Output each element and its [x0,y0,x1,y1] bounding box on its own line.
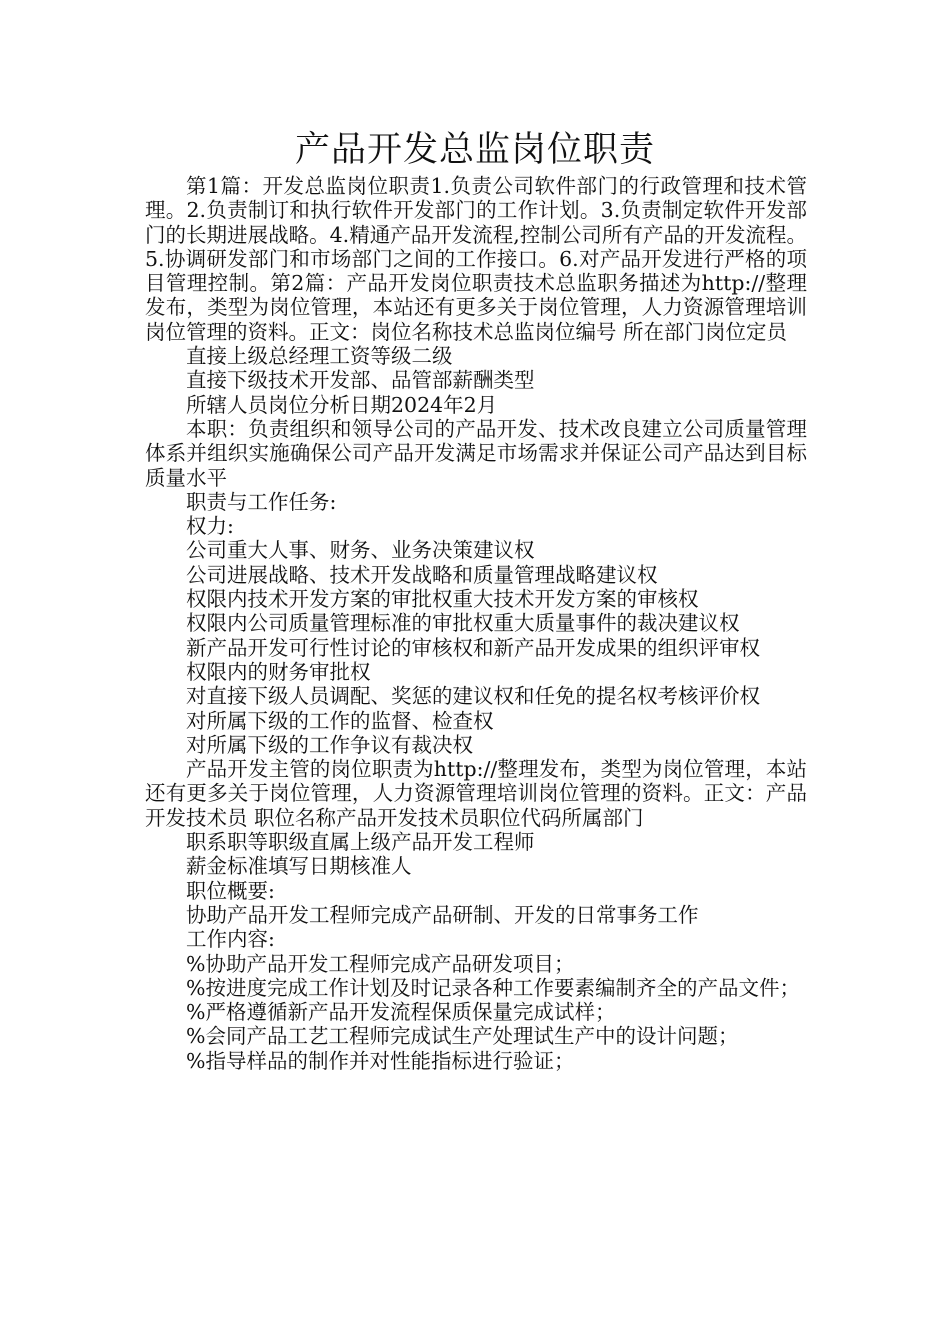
paragraph-27: %指导样品的制作并对性能指标进行验证； [186,1048,575,1073]
paragraph-24: %按进度完成工作计划及时记录各种工作要素编制齐全的产品文件； [186,975,800,1000]
paragraph-13: 权限内的财务审批权 [186,659,371,684]
paragraph-2: 直接上级总经理工资等级二级 [186,344,453,369]
paragraph-3: 直接下级技术开发部、品管部薪酬类型 [186,368,535,393]
paragraph-20: 职位概要: [186,878,275,903]
paragraph-9: 公司进展战略、技术开发战略和质量管理战略建议权 [186,562,658,587]
paragraph-8: 公司重大人事、财务、业务决策建议权 [186,538,535,563]
paragraph-10: 权限内技术开发方案的审批权重大技术开发方案的审核权 [186,587,699,612]
document-title: 产品开发总监岗位职责 [294,130,655,170]
paragraph-21: 协助产品开发工程师完成产品研制、开发的日常事务工作 [186,902,699,927]
paragraph-22: 工作内容: [186,927,275,952]
paragraph-18: 职系职等职级直属上级产品开发工程师 [186,830,535,855]
paragraph-25: %严格遵循新产品开发流程保质保量完成试样； [186,1000,616,1025]
paragraph-23: %协助产品开发工程师完成产品研发项目； [186,951,575,976]
paragraph-4: 所辖人员岗位分析日期2024年2月 [186,392,498,417]
paragraph-11: 权限内公司质量管理标准的审批权重大质量事件的裁决建议权 [186,611,740,636]
paragraph-26: %会同产品工艺工程师完成试生产处理试生产中的设计问题； [186,1024,739,1049]
paragraph-14: 对直接下级人员调配、奖惩的建议权和任免的提名权考核评价权 [186,684,760,709]
paragraph-5: 本职：负责组织和领导公司的产品开发、技术改良建立公司质量管理体系并组织实施确保公司产品开发满足市场需求并保证公司产品达到目标质量水平 [145,416,807,490]
paragraph-12: 新产品开发可行性讨论的审核权和新产品开发成果的组织评审权 [186,635,760,660]
paragraph-7: 权力: [186,514,234,539]
paragraph-17: 产品开发主管的岗位职责为http://整理发布，类型为岗位管理，本站还有更多关于岗位管理，人力资源管理培训岗位管理的资料。正文：产品开发技术员 职位名称产品开发技术员职位代码所属部门 [145,757,807,830]
paragraph-19: 薪金标准填写日期核准人 [186,854,412,879]
paragraph-1: 第1篇：开发总监岗位职责1.负责公司软件部门的行政管理和技术管理。2.负责制订和执行软件开发部门的工作计划。3.负责制定软件开发部门的长期进展战略。4.精通产品开发流程,控制公司所有产品的开发流程。5.协调研发部门和市场部门之间的工作接口。6.对产品开发进行严格的项目管理控制。第2篇：产品开发岗位职责技术总监职务描述为http://整理发布，类型为岗位管理，本站还有更多关于岗位管理，人力资源管理培训岗位管理的资料。正文：岗位名称技术总监岗位编号 所在部门岗位定员 [145,174,807,344]
paragraph-16: 对所属下级的工作争议有裁决权 [186,732,473,757]
paragraph-15: 对所属下级的工作的监督、检查权 [186,708,494,733]
document-body [145,174,807,1073]
paragraph-6: 职责与工作任务: [186,489,337,514]
